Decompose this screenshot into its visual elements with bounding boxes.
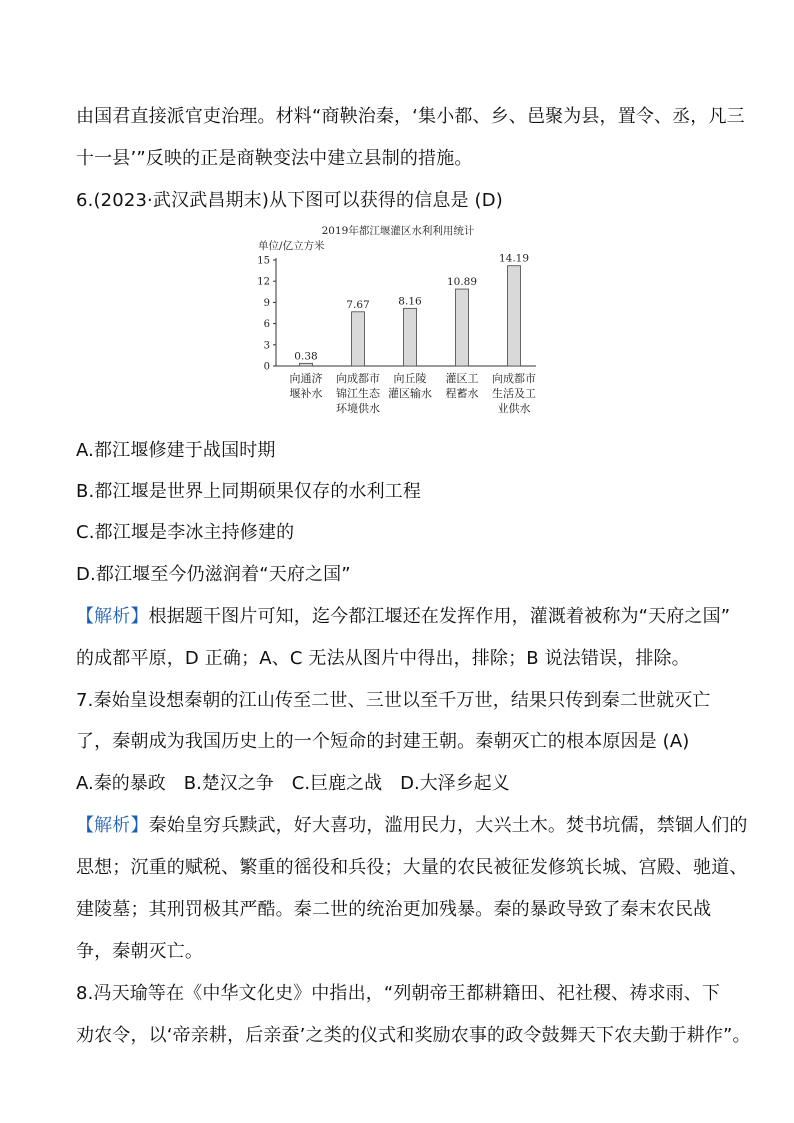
analysis-text: 秦始皇穷兵黩武，好大喜功，滥用民力，大兴土木。焚书坑儒，禁锢人们的 — [148, 815, 748, 836]
bar-value-label: 10.89 — [446, 276, 478, 289]
bar-value-label: 8.16 — [398, 295, 422, 308]
bar-value-label: 7.67 — [346, 298, 370, 311]
option-a: A.都江堰修建于战国时期 — [76, 440, 276, 461]
question-6-stem: 6.(2023·武汉武昌期末)从下图可以获得的信息是 (D) — [76, 190, 503, 211]
bar-value-label: 14.19 — [498, 252, 530, 265]
analysis-text: 根据题干图片可知，迄今都江堰还在发挥作用，灌溉着被称为“天府之国” — [148, 606, 731, 627]
analysis-7-line-1 — [76, 813, 748, 839]
y-tick-label: 3 — [263, 340, 270, 352]
x-category-label: 业供水 — [497, 402, 531, 415]
analysis-7-line-2: 思想；沉重的赋税、繁重的徭役和兵役；大量的农民被征发修筑长城、宫殿、驰道、 — [76, 857, 748, 878]
bar — [404, 308, 417, 366]
analysis-label: 【解析】 — [76, 815, 149, 836]
x-category-label: 锦江生态 — [336, 387, 380, 400]
question-7-options — [76, 771, 722, 797]
text-line: 由国君直接派官吏治理。材料“商鞅治秦，‘集小都、乡、邑聚为县，置令、丞，凡三 — [76, 106, 745, 127]
water-usage-bar-chart — [240, 222, 556, 432]
bar — [352, 312, 365, 366]
x-category-label: 环境供水 — [336, 402, 380, 415]
analysis-6-line-2: 的成都平原，D 正确；A、C 无法从图片中得出，排除；B 说法错误，排除。 — [76, 648, 690, 669]
y-tick-label: 9 — [263, 297, 270, 309]
chart-title: 2019年都江堰灌区水利利用统计 — [321, 225, 475, 237]
option-b: B.楚汉之争 — [183, 773, 274, 794]
option-a: A.秦的暴政 — [76, 773, 166, 794]
y-tick-label: 6 — [263, 319, 270, 331]
question-7-line-2: 了，秦朝成为我国历史上的一个短命的封建王朝。秦朝灭亡的根本原因是 (A) — [76, 731, 690, 752]
analysis-7-line-3: 建陵墓；其刑罚极其严酷。秦二世的统治更加残暴。秦的暴政导致了秦末农民战 — [76, 899, 712, 920]
question-8-line-1: 8.冯天瑜等在《中华文化史》中指出，“列朝帝王都耕籍田、祀社稷、祷求雨、下 — [76, 983, 721, 1004]
x-category-label: 灌区工 — [445, 372, 479, 385]
x-category-label: 向丘陵 — [393, 372, 427, 385]
y-tick-label: 0 — [263, 361, 270, 373]
x-category-label: 灌区输水 — [388, 387, 432, 400]
x-category-label: 向成都市 — [492, 372, 536, 385]
x-category-label: 向成都市 — [336, 372, 380, 385]
question-7-line-1: 7.秦始皇设想秦朝的江山传至二世、三世以至千万世，结果只传到秦二世就灭亡 — [76, 690, 711, 711]
bar — [456, 289, 469, 366]
question-8-line-2: 劝农令，以‘帝亲耕，后亲蚕’之类的仪式和奖励农事的政令鼓舞天下农夫勤于耕作”。 — [76, 1025, 751, 1046]
bar — [508, 266, 521, 366]
x-category-label: 程蓄水 — [445, 387, 479, 400]
option-d: D.都江堰至今仍滋润着“天府之国” — [76, 564, 351, 585]
option-d: D.大泽乡起义 — [400, 773, 510, 794]
y-tick-label: 15 — [257, 255, 270, 267]
y-tick-label: 12 — [257, 276, 270, 288]
x-category-label: 向通济 — [289, 372, 323, 385]
analysis-7-line-4: 争，秦朝灭亡。 — [76, 941, 204, 962]
option-b: B.都江堰是世界上同期硕果仅存的水利工程 — [76, 481, 422, 502]
bar — [300, 363, 313, 366]
bar-value-label: 0.38 — [294, 350, 318, 363]
x-category-label: 生活及工 — [492, 387, 536, 400]
y-axis-label: 单位/亿立方米 — [258, 240, 325, 252]
x-category-label: 堰补水 — [289, 387, 323, 400]
option-c: C.都江堰是李冰主持修建的 — [76, 522, 295, 543]
text-line: 十一县’”反映的正是商鞅变法中建立县制的措施。 — [76, 148, 473, 169]
option-c: C.巨鹿之战 — [291, 773, 383, 794]
analysis-label: 【解析】 — [76, 606, 149, 627]
analysis-6-line-1 — [76, 604, 731, 630]
